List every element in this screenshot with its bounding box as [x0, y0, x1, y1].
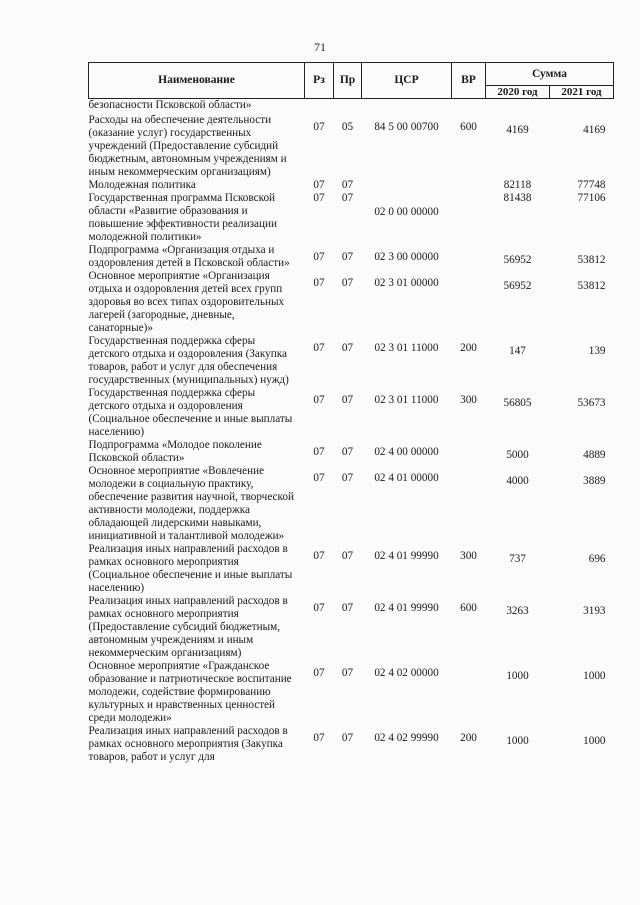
table-row	[89, 660, 614, 725]
row-rz: 07	[313, 472, 325, 484]
row-name: Подпрограмма «Молодое поколение Псковской области»	[88, 439, 262, 464]
row-2021: 77106	[577, 192, 606, 204]
row-csr: 02 4 01 99990	[374, 550, 439, 562]
row-vr	[452, 660, 486, 725]
row-2021: 1000	[583, 670, 606, 682]
header-name: Наименование	[89, 63, 305, 99]
row-2020: 1000	[506, 670, 529, 682]
row-csr: 02 3 00 00000	[374, 251, 439, 263]
row-rz: 07	[313, 394, 325, 406]
row-pr: 07	[341, 179, 354, 191]
row-vr: 600	[460, 121, 477, 133]
row-rz	[305, 99, 334, 115]
row-2021: 696	[588, 553, 606, 565]
row-2021: 1000	[583, 735, 606, 747]
row-name: Основное мероприятие «Организация отдыха и оздоровления детей всех групп здоровья во всех типах оздоровительных лагерей (загородные, дневные, санаторные)»	[88, 270, 285, 334]
table-row	[89, 270, 614, 335]
row-name: Реализация иных направлений расходов в рамках основного мероприятия (Предоставление субсидий бюджетным, автономным учреждениям и иным некоммерческим организациям)	[88, 595, 288, 659]
row-name: Молодежная политика	[88, 179, 196, 191]
budget-table	[88, 62, 614, 764]
table-row	[89, 114, 614, 179]
row-pr: 07	[341, 667, 354, 679]
row-csr: 02 4 01 00000	[374, 472, 439, 484]
row-pr	[334, 99, 362, 115]
row-rz: 07	[313, 121, 325, 133]
row-pr: 07	[341, 602, 354, 614]
row-pr: 07	[341, 472, 354, 484]
row-name: Государственная поддержка сферы детского отдыха и оздоровления (Социальное обеспечение и иные выплаты населению)	[88, 387, 293, 438]
row-csr	[362, 179, 452, 192]
table-header	[89, 63, 614, 99]
header-csr: ЦСР	[362, 63, 452, 99]
row-name: Государственная программа Псковской области «Развитие образования и повышение эффективности реализации молодежной политики»	[88, 192, 277, 243]
row-pr: 07	[341, 277, 354, 289]
row-rz: 07	[313, 446, 325, 458]
row-rz: 07	[313, 342, 325, 354]
row-name: Государственная поддержка сферы детского отдыха и оздоровления (Закупка товаров, работ и услуг для обеспечения государственных (муниципальных) нужд)	[88, 335, 289, 386]
row-vr	[452, 465, 486, 543]
header-vr: ВР	[452, 63, 486, 99]
row-name: Подпрограмма «Организация отдыха и оздоровления детей в Псковской области»	[88, 244, 290, 269]
row-vr	[452, 179, 486, 244]
row-2020: 56952	[503, 280, 532, 292]
row-vr	[452, 270, 486, 335]
row-pr: 05	[341, 121, 354, 133]
row-2020: 737	[509, 553, 526, 565]
row-2020: 4000	[506, 475, 529, 487]
row-csr: 02 0 00 00000	[374, 206, 439, 218]
row-pr: 07	[341, 446, 354, 458]
row-vr: 300	[460, 394, 477, 406]
row-name: Реализация иных направлений расходов в рамках основного мероприятия (Социальное обеспечение и иные выплаты населению)	[88, 543, 293, 594]
row-rz: 07	[313, 602, 325, 614]
row-csr: 02 4 02 99990	[374, 732, 439, 744]
table-row	[89, 595, 614, 660]
row-pr: 07	[341, 342, 354, 354]
row-pr: 07	[341, 550, 354, 562]
row-rz: 07	[313, 192, 325, 204]
row-name: Реализация иных направлений расходов в рамках основного мероприятия (Закупка товаров, работ и услуг для	[88, 725, 288, 763]
row-rz: 07	[313, 277, 325, 289]
row-2021: 3889	[583, 475, 606, 487]
row-2021: 3193	[583, 605, 606, 617]
row-2020: 147	[509, 345, 526, 357]
row-rz: 07	[313, 251, 325, 263]
row-pr: 07	[341, 732, 354, 744]
row-vr: 600	[460, 602, 477, 614]
header-sum: Сумма	[486, 63, 614, 86]
row-2021: 4889	[583, 449, 606, 461]
row-2021	[550, 99, 614, 115]
row-rz: 07	[313, 550, 325, 562]
row-vr: 200	[460, 732, 477, 744]
row-vr: 200	[460, 342, 477, 354]
table-row	[89, 335, 614, 387]
row-2021: 77748	[577, 179, 606, 191]
row-csr: 02 4 02 00000	[374, 667, 439, 679]
row-2021: 53812	[577, 280, 606, 292]
row-csr: 02 3 01 00000	[374, 277, 439, 289]
row-2020: 3263	[506, 605, 529, 617]
table-row	[89, 244, 614, 270]
row-vr	[452, 99, 486, 115]
row-2020: 82118	[503, 179, 532, 191]
table-body	[89, 99, 614, 765]
row-2021: 4169	[583, 124, 606, 136]
table-row	[89, 543, 614, 595]
row-2020: 56805	[503, 397, 532, 409]
row-vr: 300	[460, 550, 477, 562]
row-vr	[452, 439, 486, 465]
row-csr	[362, 99, 452, 115]
header-year-2020: 2020 год	[486, 86, 550, 99]
row-csr: 02 3 01 11000	[374, 342, 439, 354]
row-2020	[486, 99, 550, 115]
row-csr: 02 3 01 11000	[374, 394, 439, 406]
row-2020: 81438	[503, 192, 532, 204]
row-pr: 07	[341, 251, 354, 263]
row-name: Расходы на обеспечение деятельности (оказание услуг) государственных учреждений (Предоставление субсидий бюджетным, автономным учреждениям и иным некоммерческим организациям)	[88, 114, 287, 178]
table-row	[89, 465, 614, 543]
row-2021: 53812	[577, 254, 606, 266]
row-csr: 02 4 00 00000	[374, 446, 439, 458]
row-pr: 07	[341, 394, 354, 406]
row-name: безопасности Псковской области»	[88, 99, 252, 111]
row-name: Основное мероприятие «Вовлечение молодежи в социальную практику, обеспечение развития научной, творческой активности молодежи, поддержка обладающей лидерскими навыками, инициативной и талантливой молодежи»	[88, 465, 294, 542]
row-2020: 1000	[506, 735, 529, 747]
row-csr: 84 5 00 00700	[374, 121, 439, 133]
table-row	[89, 387, 614, 439]
page-number: 71	[314, 40, 326, 54]
table-row	[89, 179, 614, 244]
row-2020: 5000	[506, 449, 529, 461]
header-rz: Рз	[305, 63, 334, 99]
row-vr	[452, 244, 486, 270]
row-pr: 07	[341, 192, 354, 204]
table-row	[89, 99, 614, 115]
row-rz: 07	[313, 667, 325, 679]
table-row	[89, 439, 614, 465]
row-2021: 139	[588, 345, 606, 357]
row-csr: 02 4 01 99990	[374, 602, 439, 614]
row-rz: 07	[313, 732, 325, 744]
row-2021: 53673	[577, 397, 606, 409]
row-2020: 56952	[503, 254, 532, 266]
header-pr: Пр	[334, 63, 362, 99]
row-name: Основное мероприятие «Гражданское образование и патриотическое воспитание молодежи, содействие формированию культурных и нравственных ценностей среди молодежи»	[88, 660, 292, 724]
header-year-2021: 2021 год	[550, 86, 614, 99]
table-row	[89, 725, 614, 764]
row-2020: 4169	[506, 124, 529, 136]
row-rz: 07	[313, 179, 325, 191]
